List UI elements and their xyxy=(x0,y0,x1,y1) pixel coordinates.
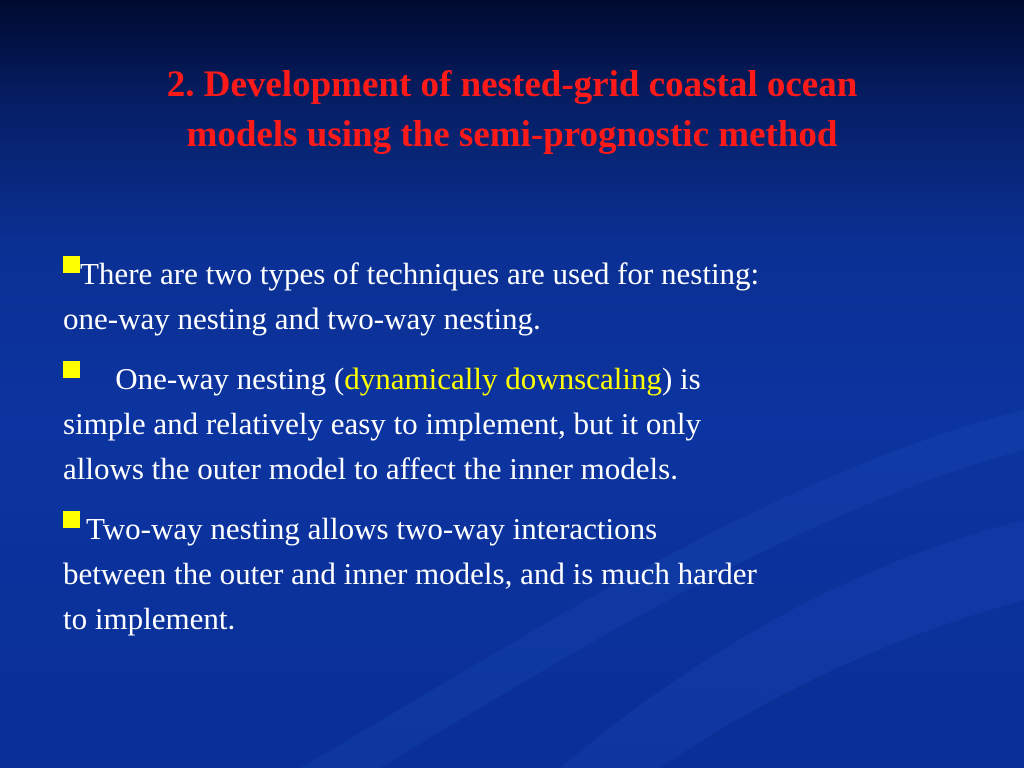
bullet-line: between the outer and inner models, and is much harder xyxy=(63,556,757,591)
bullet-line: to implement. xyxy=(63,601,236,636)
bullet-text: There are two types of techniques are used for nesting: xyxy=(80,256,760,291)
highlighted-term: dynamically downscaling xyxy=(344,361,662,396)
bullet-item xyxy=(63,356,973,491)
bullet-line xyxy=(63,356,973,401)
bullet-line xyxy=(63,506,973,551)
square-bullet-icon xyxy=(63,256,80,273)
bullet-text: Two-way nesting allows two-way interactions xyxy=(86,511,658,546)
bullet-text: One-way nesting ( xyxy=(115,361,345,396)
title-line: models using the semi-prognostic method xyxy=(186,114,838,155)
bullet-item xyxy=(63,251,973,341)
bullet-item xyxy=(63,506,973,641)
square-bullet-icon xyxy=(63,361,80,378)
bullet-text: ) is xyxy=(661,361,701,396)
bullet-line: one-way nesting and two-way nesting. xyxy=(63,301,541,336)
bullet-list xyxy=(63,251,973,656)
title-line: 2. Development of nested-grid coastal ocean xyxy=(166,64,858,105)
bullet-line: allows the outer model to affect the inner models. xyxy=(63,451,678,486)
bullet-line: simple and relatively easy to implement, but it only xyxy=(63,406,701,441)
square-bullet-icon xyxy=(63,511,80,528)
bullet-line xyxy=(63,251,973,296)
slide-title xyxy=(40,60,984,160)
